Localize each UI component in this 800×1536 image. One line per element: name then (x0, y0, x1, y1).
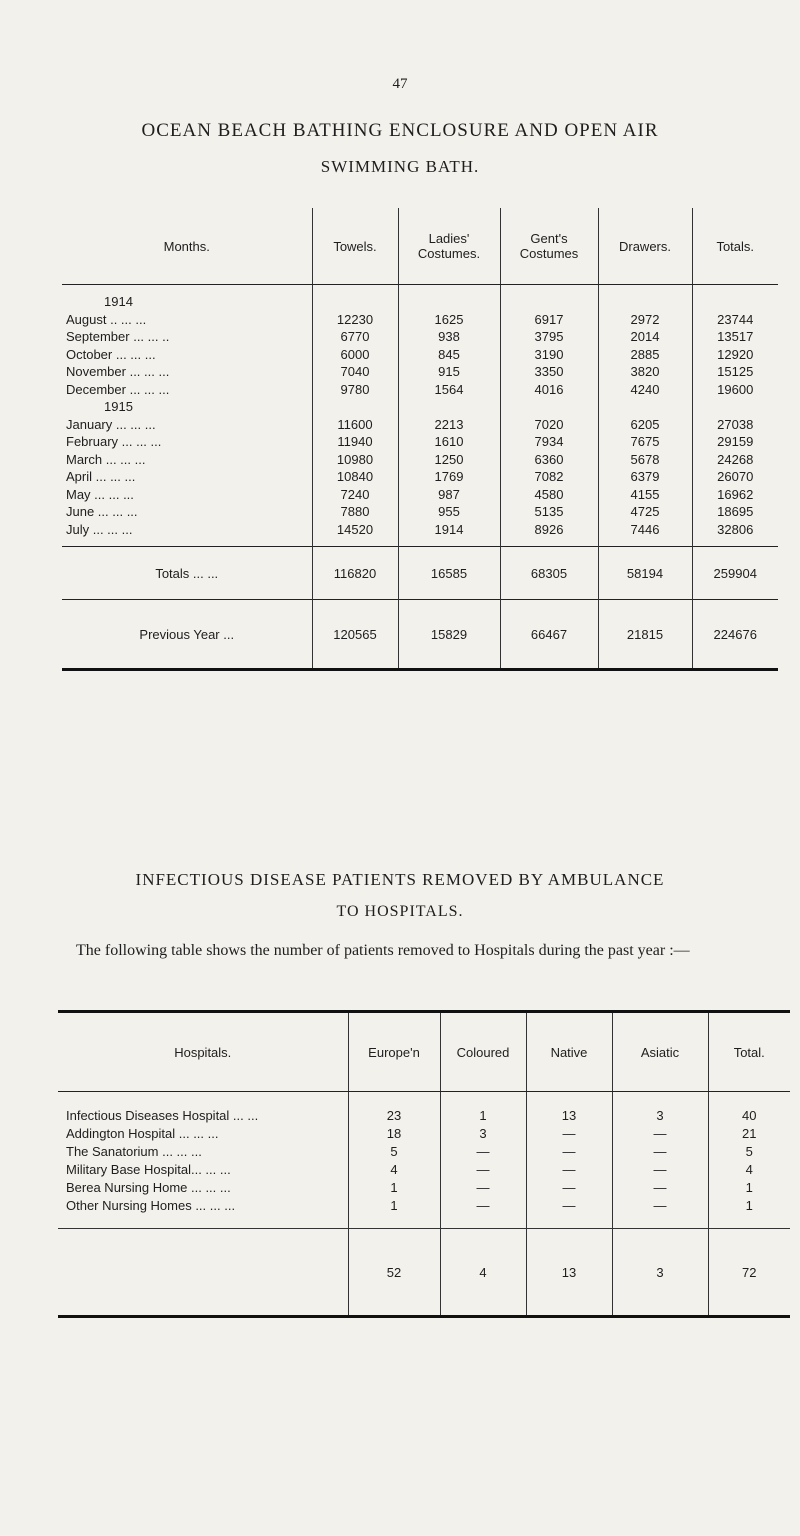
month-cell: January ... ... ... (66, 416, 156, 432)
totals-row (58, 1229, 790, 1317)
total-cell: 27038 (692, 416, 778, 434)
coloured-cell: — (440, 1196, 526, 1214)
asiatic-cell: 3 (612, 1106, 708, 1124)
total-cell: 21 (708, 1124, 790, 1142)
section-subheading: TO HOSPITALS. (336, 903, 464, 920)
table-row (62, 433, 778, 451)
month-cell: October ... ... ... (66, 346, 156, 362)
total-cell: 19600 (692, 381, 778, 399)
ladies-cell: 1769 (398, 468, 500, 486)
ladies-cell: 845 (398, 346, 500, 364)
gents-cell: 8926 (500, 521, 598, 539)
header-ladies-costumes: Ladies' Costumes. (398, 208, 500, 285)
table-row (62, 381, 778, 399)
coloured-cell: — (440, 1142, 526, 1160)
previous-gents: 66467 (500, 600, 598, 670)
towels-cell: 7040 (312, 363, 398, 381)
towels-cell: 14520 (312, 521, 398, 539)
section-heading: INFECTIOUS DISEASE PATIENTS REMOVED BY AMBULANCE (135, 870, 665, 889)
asiatic-cell: — (612, 1160, 708, 1178)
native-cell: — (526, 1196, 612, 1214)
header-hospitals: Hospitals. (58, 1012, 348, 1092)
header-towels: Towels. (312, 208, 398, 285)
drawers-cell: 4155 (598, 486, 692, 504)
intro-paragraph: The following table shows the number of patients removed to Hospitals during the past year :— (76, 942, 690, 959)
totals-gents: 68305 (500, 547, 598, 600)
header-asiatic: Asiatic (612, 1012, 708, 1092)
ladies-cell: 1625 (398, 311, 500, 329)
total-cell: 26070 (692, 468, 778, 486)
totals-grand: 259904 (692, 547, 778, 600)
totals-drawers: 58194 (598, 547, 692, 600)
gents-cell: 6360 (500, 451, 598, 469)
european-cell: 5 (348, 1142, 440, 1160)
ladies-cell: 1914 (398, 521, 500, 539)
header-european: Europe'n (348, 1012, 440, 1092)
european-cell: 23 (348, 1106, 440, 1124)
gents-cell: 4016 (500, 381, 598, 399)
table-header-row (58, 1012, 790, 1092)
gents-cell: 3795 (500, 328, 598, 346)
totals-asiatic: 3 (612, 1229, 708, 1317)
asiatic-cell: — (612, 1142, 708, 1160)
table-row (58, 1106, 790, 1124)
coloured-cell: 3 (440, 1124, 526, 1142)
european-cell: 4 (348, 1160, 440, 1178)
totals-towels: 116820 (312, 547, 398, 600)
bathing-table (62, 208, 778, 671)
month-cell: February ... ... ... (66, 434, 162, 450)
table-row (58, 1178, 790, 1196)
drawers-cell: 3820 (598, 363, 692, 381)
table-header-row (62, 208, 778, 285)
month-cell: July ... ... ... (66, 521, 133, 537)
header-months: Months. (62, 208, 312, 285)
table-row (62, 346, 778, 364)
towels-cell: 9780 (312, 381, 398, 399)
gents-cell: 5135 (500, 503, 598, 521)
hospital-name-cell: Infectious Diseases Hospital ... ... (66, 1107, 259, 1123)
native-cell: — (526, 1124, 612, 1142)
totals-grand: 72 (708, 1229, 790, 1317)
table-row (62, 503, 778, 521)
towels-cell: 6770 (312, 328, 398, 346)
year-row (62, 293, 778, 311)
european-cell: 1 (348, 1178, 440, 1196)
towels-cell: 10840 (312, 468, 398, 486)
total-cell: 24268 (692, 451, 778, 469)
towels-cell: 6000 (312, 346, 398, 364)
coloured-cell: — (440, 1178, 526, 1196)
ladies-cell: 955 (398, 503, 500, 521)
asiatic-cell: — (612, 1196, 708, 1214)
towels-cell: 10980 (312, 451, 398, 469)
month-cell: March ... ... ... (66, 451, 146, 467)
gents-cell: 7020 (500, 416, 598, 434)
native-cell: — (526, 1142, 612, 1160)
page-number: 47 (392, 76, 408, 92)
totals-native: 13 (526, 1229, 612, 1317)
drawers-cell: 2014 (598, 328, 692, 346)
drawers-cell: 2972 (598, 311, 692, 329)
total-cell: 18695 (692, 503, 778, 521)
drawers-cell: 6205 (598, 416, 692, 434)
towels-cell: 11600 (312, 416, 398, 434)
header-totals: Totals. (692, 208, 778, 285)
gents-cell: 3350 (500, 363, 598, 381)
totals-coloured: 4 (440, 1229, 526, 1317)
total-cell: 40 (708, 1106, 790, 1124)
native-cell: — (526, 1178, 612, 1196)
total-cell: 1 (708, 1196, 790, 1214)
gents-cell: 4580 (500, 486, 598, 504)
table-row (62, 311, 778, 329)
total-cell: 5 (708, 1142, 790, 1160)
ladies-cell: 2213 (398, 416, 500, 434)
hospitals-table (58, 1010, 790, 1318)
table-row (58, 1160, 790, 1178)
ladies-cell: 915 (398, 363, 500, 381)
month-cell: May ... ... ... (66, 486, 134, 502)
total-cell: 1 (708, 1178, 790, 1196)
towels-cell: 11940 (312, 433, 398, 451)
table-row (58, 1196, 790, 1214)
year-label: 1914 (104, 294, 133, 310)
native-cell: — (526, 1160, 612, 1178)
ladies-cell: 987 (398, 486, 500, 504)
previous-year-row (62, 600, 778, 670)
month-cell: September ... ... .. (66, 329, 170, 345)
month-cell: June ... ... ... (66, 504, 138, 520)
european-cell: 1 (348, 1196, 440, 1214)
totals-european: 52 (348, 1229, 440, 1317)
table-row (62, 521, 778, 539)
month-cell: December ... ... ... (66, 381, 170, 397)
previous-total: 224676 (692, 600, 778, 670)
header-native: Native (526, 1012, 612, 1092)
gents-cell: 6917 (500, 311, 598, 329)
total-cell: 16962 (692, 486, 778, 504)
table-row (58, 1142, 790, 1160)
header-drawers: Drawers. (598, 208, 692, 285)
asiatic-cell: — (612, 1124, 708, 1142)
table-row (62, 486, 778, 504)
table-row (62, 328, 778, 346)
month-cell: August .. ... ... (66, 311, 147, 327)
hospital-name-cell: Other Nursing Homes ... ... ... (66, 1197, 236, 1213)
table-row (58, 1124, 790, 1142)
ladies-cell: 1610 (398, 433, 500, 451)
gents-cell: 3190 (500, 346, 598, 364)
drawers-cell: 7675 (598, 433, 692, 451)
previous-towels: 120565 (312, 600, 398, 670)
totals-label: Totals ... ... (62, 547, 312, 600)
previous-year-label: Previous Year ... (62, 600, 312, 670)
header-gents-costumes: Gent's Costumes (500, 208, 598, 285)
table-row (62, 363, 778, 381)
header-total: Total. (708, 1012, 790, 1092)
year-label: 1915 (104, 399, 133, 415)
towels-cell: 7240 (312, 486, 398, 504)
gents-cell: 7082 (500, 468, 598, 486)
total-cell: 4 (708, 1160, 790, 1178)
towels-cell: 12230 (312, 311, 398, 329)
table-row (62, 451, 778, 469)
coloured-cell: 1 (440, 1106, 526, 1124)
european-cell: 18 (348, 1124, 440, 1142)
ladies-cell: 1250 (398, 451, 500, 469)
drawers-cell: 5678 (598, 451, 692, 469)
coloured-cell: — (440, 1160, 526, 1178)
drawers-cell: 2885 (598, 346, 692, 364)
total-cell: 15125 (692, 363, 778, 381)
total-cell: 13517 (692, 328, 778, 346)
total-cell: 29159 (692, 433, 778, 451)
table-row (62, 468, 778, 486)
native-cell: 13 (526, 1106, 612, 1124)
header-coloured: Coloured (440, 1012, 526, 1092)
ladies-cell: 1564 (398, 381, 500, 399)
ladies-cell: 938 (398, 328, 500, 346)
section-subtitle: SWIMMING BATH. (320, 157, 480, 176)
month-cell: April ... ... ... (66, 469, 136, 485)
previous-ladies: 15829 (398, 600, 500, 670)
drawers-cell: 7446 (598, 521, 692, 539)
previous-drawers: 21815 (598, 600, 692, 670)
total-cell: 23744 (692, 311, 778, 329)
gents-cell: 7934 (500, 433, 598, 451)
table-row (62, 416, 778, 434)
drawers-cell: 4725 (598, 503, 692, 521)
drawers-cell: 4240 (598, 381, 692, 399)
hospital-name-cell: Addington Hospital ... ... ... (66, 1125, 219, 1141)
asiatic-cell: — (612, 1178, 708, 1196)
hospital-name-cell: Berea Nursing Home ... ... ... (66, 1179, 231, 1195)
year-row (62, 398, 778, 416)
month-cell: November ... ... ... (66, 364, 170, 380)
drawers-cell: 6379 (598, 468, 692, 486)
totals-ladies: 16585 (398, 547, 500, 600)
hospital-name-cell: Military Base Hospital... ... ... (66, 1161, 231, 1177)
hospital-name-cell: The Sanatorium ... ... ... (66, 1143, 202, 1159)
section-title: OCEAN BEACH BATHING ENCLOSURE AND OPEN AIR (141, 120, 659, 141)
totals-row (62, 547, 778, 600)
total-cell: 12920 (692, 346, 778, 364)
towels-cell: 7880 (312, 503, 398, 521)
total-cell: 32806 (692, 521, 778, 539)
